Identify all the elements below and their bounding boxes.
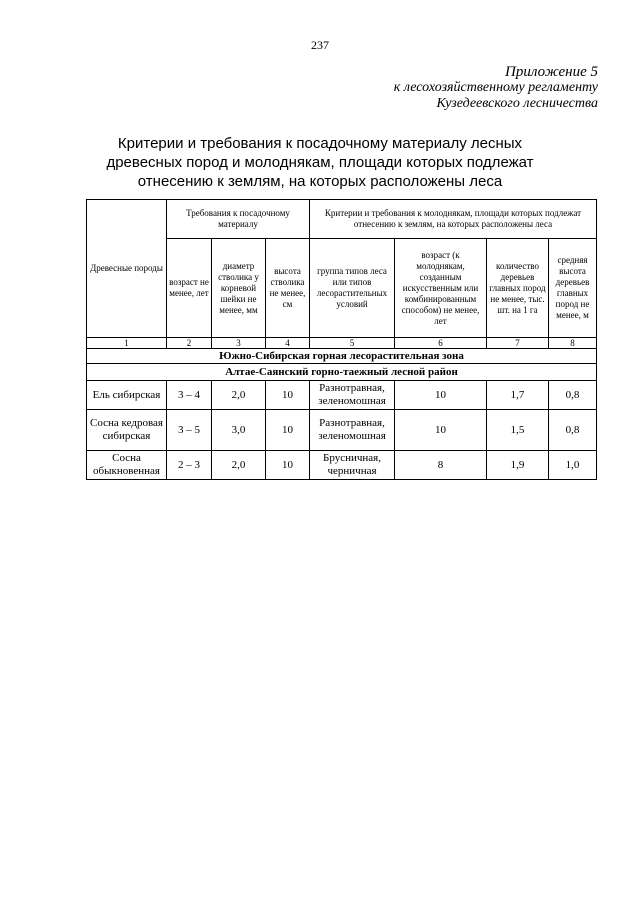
young-age-cell: 10 [395,381,487,410]
forest-type-cell: Разнотравная, зеленомошная [310,410,395,451]
table-row [87,381,597,410]
count-cell: 1,5 [487,410,549,451]
diameter-cell: 3,0 [212,410,266,451]
appendix-line-1: Приложение 5 [505,64,598,80]
species-cell: Ель сибирская [87,381,167,410]
zone-heading: Южно-Сибирская горная лесорастительная зона [87,349,597,364]
document-title [0,134,640,191]
column-number: 7 [487,338,549,349]
age-cell: 3 – 4 [167,381,212,410]
title-line-1: Критерии и требования к посадочному материалу лесных [117,135,523,152]
header-young-group: Критерии и требования к молоднякам, площади которых подлежат отнесению к землям, на которых расположены леса [310,200,597,239]
count-cell: 1,9 [487,451,549,480]
column-number: 8 [549,338,597,349]
age-cell: 2 – 3 [167,451,212,480]
header-forest-type: группа типов леса или типов лесорастительных условий [310,239,395,338]
young-age-cell: 10 [395,410,487,451]
criteria-table [86,199,597,480]
table-row [87,410,597,451]
header-species: Древесные породы [87,200,167,338]
column-number-row [87,338,597,349]
appendix-line-3: Кузедеевского лесничества [436,96,598,111]
header-planting-group: Требования к посадочному материалу [167,200,310,239]
table-row [87,451,597,480]
column-number: 3 [212,338,266,349]
column-number: 4 [266,338,310,349]
diameter-cell: 2,0 [212,381,266,410]
column-number: 1 [87,338,167,349]
header-count: количество деревьев главных пород не менее, тыс. шт. на 1 га [487,239,549,338]
height-cell: 10 [266,381,310,410]
species-cell: Сосна обыкновенная [87,451,167,480]
age-cell: 3 – 5 [167,410,212,451]
appendix-note [394,64,598,112]
column-number: 2 [167,338,212,349]
title-line-3: отнесению к землям, на которых расположены леса [137,173,503,190]
height-cell: 10 [266,451,310,480]
header-age: возраст не менее, лет [167,239,212,338]
avg-height-cell: 0,8 [549,410,597,451]
count-cell: 1,7 [487,381,549,410]
species-cell: Сосна кедровая сибирская [87,410,167,451]
region-heading: Алтае-Саянский горно-таежный лесной район [87,364,597,381]
forest-type-cell: Брусничная, черничная [310,451,395,480]
avg-height-cell: 0,8 [549,381,597,410]
title-line-2: древесных пород и молоднякам, площади которых подлежат [106,154,534,171]
avg-height-cell: 1,0 [549,451,597,480]
header-height: высота стволика не менее, см [266,239,310,338]
header-avg-height: средняя высота деревьев главных пород не менее, м [549,239,597,338]
column-number: 5 [310,338,395,349]
appendix-line-2: к лесохозяйственному регламенту [393,80,598,95]
young-age-cell: 8 [395,451,487,480]
page-number: 237 [311,38,329,52]
forest-type-cell: Разнотравная, зеленомошная [310,381,395,410]
column-number: 6 [395,338,487,349]
diameter-cell: 2,0 [212,451,266,480]
header-diameter: диаметр стволика у корневой шейки не менее, мм [212,239,266,338]
header-young-age: возраст (к молоднякам, созданным искусственным или комбинированным способом) не менее, лет [395,239,487,338]
height-cell: 10 [266,410,310,451]
